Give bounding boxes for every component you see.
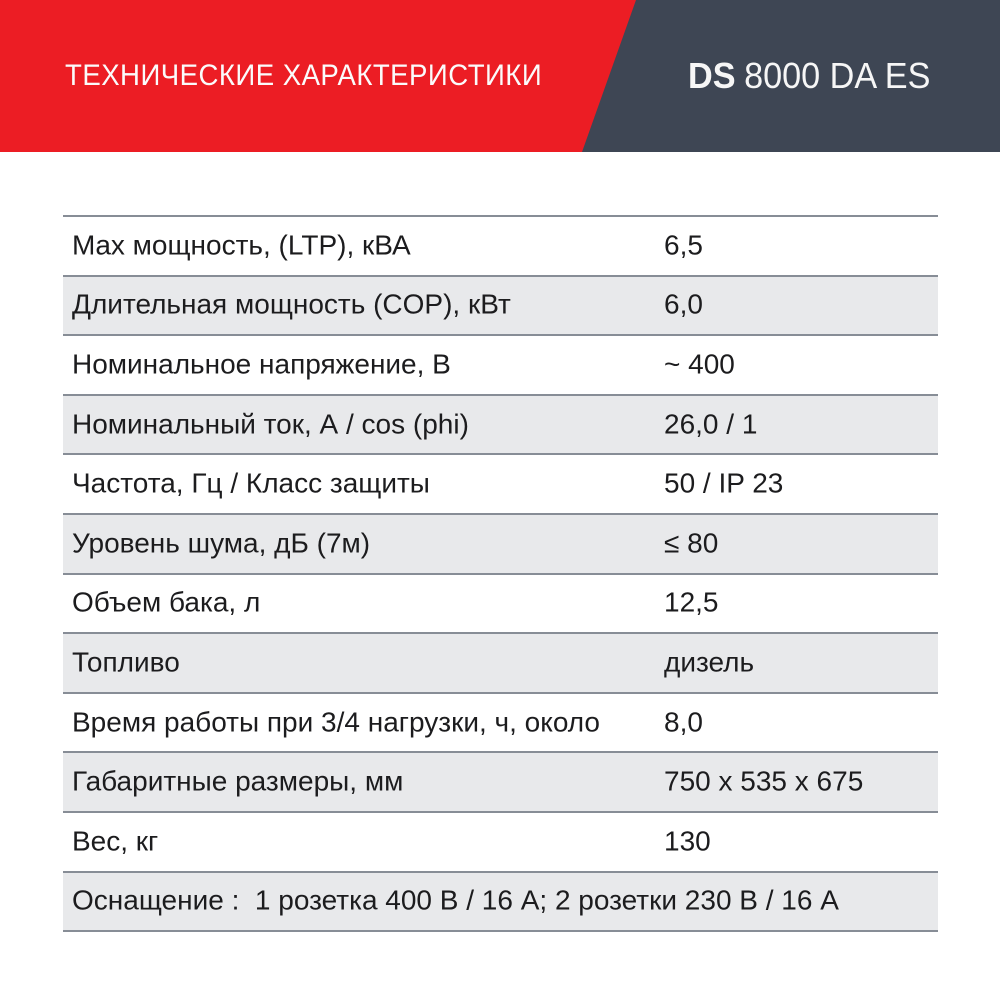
row-label: Вес, кг bbox=[72, 825, 159, 857]
table-row-tank-volume bbox=[63, 573, 938, 633]
row-value: 12,5 bbox=[664, 586, 719, 618]
table-row-max-power bbox=[63, 215, 938, 275]
row-value: дизель bbox=[664, 646, 755, 678]
table-row-continuous-power bbox=[63, 275, 938, 335]
row-value: ≤ 80 bbox=[664, 527, 719, 559]
header-banner bbox=[0, 0, 1000, 152]
row-value: 26,0 / 1 bbox=[664, 407, 758, 439]
row-value: 130 bbox=[664, 825, 711, 857]
row-value: 6,5 bbox=[664, 229, 703, 261]
row-value: ~ 400 bbox=[664, 348, 735, 380]
row-label: Топливо bbox=[72, 646, 180, 678]
row-label: Номинальное напряжение, В bbox=[72, 348, 451, 380]
model-number: 8000 DA ES bbox=[744, 55, 931, 96]
row-label: Частота, Гц / Класс защиты bbox=[72, 467, 430, 499]
row-value: 50 / IP 23 bbox=[664, 467, 784, 499]
spec-table bbox=[63, 215, 938, 932]
row-value: 750 x 535 x 675 bbox=[664, 765, 864, 797]
row-value: 8,0 bbox=[664, 705, 703, 737]
table-row-equipment bbox=[63, 871, 938, 931]
model-series: DS bbox=[688, 55, 736, 96]
row-label: Номинальный ток, А / cos (phi) bbox=[72, 407, 469, 439]
row-value: 6,0 bbox=[664, 288, 703, 320]
table-row-fuel bbox=[63, 632, 938, 692]
table-row-weight bbox=[63, 811, 938, 871]
row-label: Объем бака, л bbox=[72, 586, 261, 618]
row-label: Время работы при 3/4 нагрузки, ч, около bbox=[72, 705, 600, 737]
table-row-dimensions bbox=[63, 751, 938, 811]
table-row-nominal-voltage bbox=[63, 334, 938, 394]
table-row-frequency-protection bbox=[63, 453, 938, 513]
table-row-run-time bbox=[63, 692, 938, 752]
table-row-nominal-current bbox=[63, 394, 938, 454]
page-title: ТЕХНИЧЕСКИЕ ХАРАКТЕРИСТИКИ bbox=[65, 59, 543, 92]
row-label: Уровень шума, дБ (7м) bbox=[72, 527, 371, 559]
row-label: Оснащение : 1 розетка 400 В / 16 А; 2 розетки 230 В / 16 А bbox=[72, 884, 839, 916]
model-name bbox=[688, 0, 930, 152]
row-label: Длительная мощность (COP), кВт bbox=[72, 288, 511, 320]
row-label: Max мощность, (LTP), кВА bbox=[72, 229, 411, 261]
table-row-noise-level bbox=[63, 513, 938, 573]
row-label: Габаритные размеры, мм bbox=[72, 765, 404, 797]
